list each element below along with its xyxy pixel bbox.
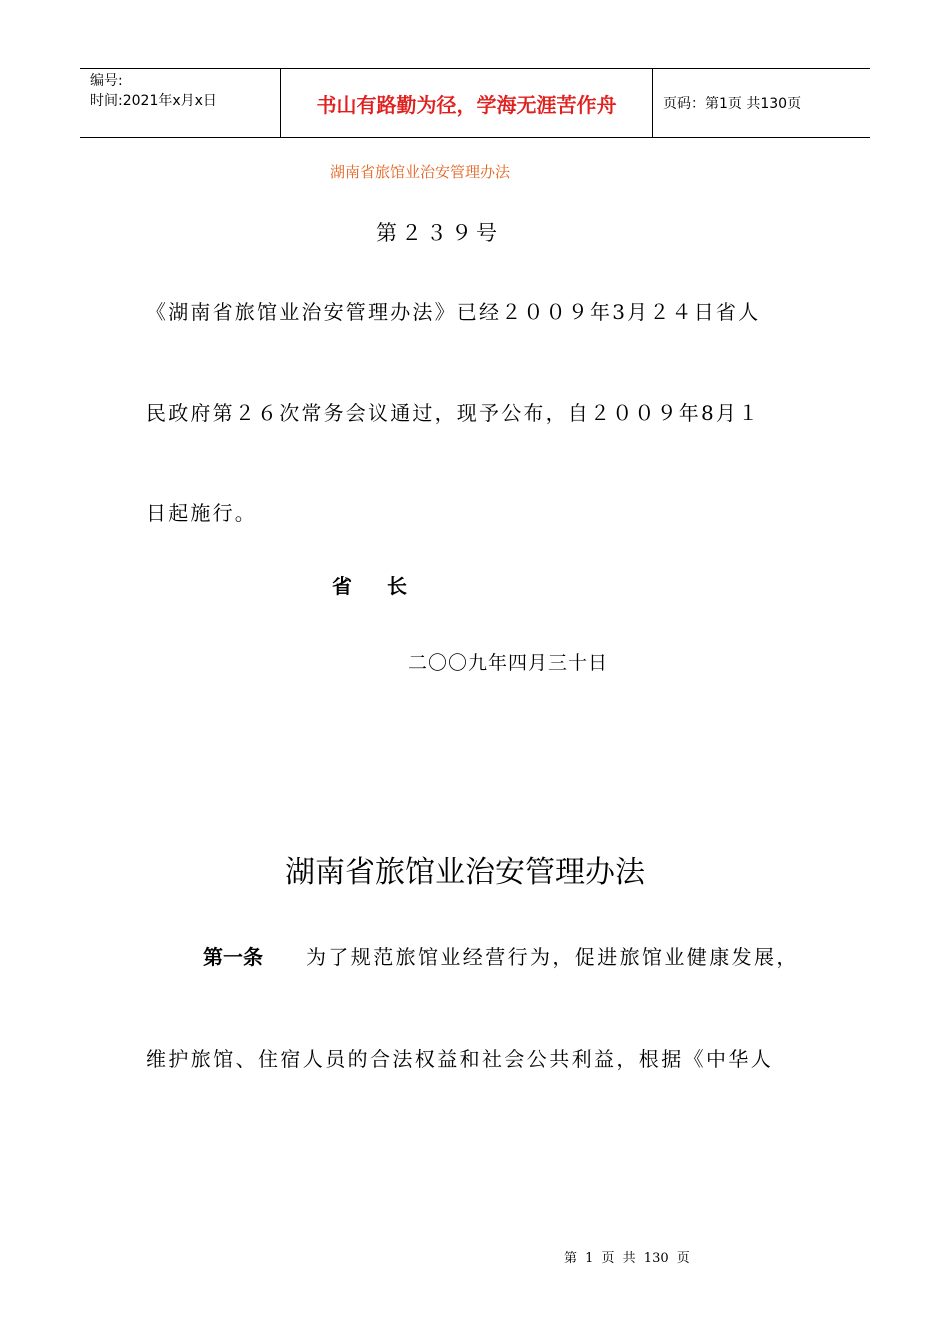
document-title-small: 湖南省旅馆业治安管理办法 (330, 163, 511, 181)
signatory: 省 长 (332, 574, 421, 598)
time-label: 时间:2021年x月x日 (90, 93, 217, 109)
promulgation-line-2: 民政府第２６次常务会议通过，现予公布，自２００９年8月１ (146, 401, 761, 425)
decree-number: 第２３９号 (376, 221, 501, 245)
article-1-line-1: 为了规范旅馆业经营行为，促进旅馆业健康发展， (306, 945, 799, 969)
header-page-info: 页码：第1页 共130页 (663, 96, 802, 112)
header-motto: 书山有路勤为径，学海无涯苦作舟 (280, 69, 653, 137)
document-header (80, 68, 870, 138)
article-1-label: 第一条 (203, 945, 263, 969)
promulgation-line-3: 日起施行。 (146, 501, 257, 525)
article-1-line-2: 维护旅馆、住宿人员的合法权益和社会公共利益，根据《中华人 (146, 1047, 774, 1071)
promulgation-line-1: 《湖南省旅馆业治安管理办法》已经２００９年3月２４日省人 (146, 300, 761, 324)
promulgation-date: 二〇〇九年四月三十日 (408, 652, 609, 674)
footer-page-number: 第 1 页 共 130 页 (564, 1251, 690, 1266)
number-label: 编号: (90, 73, 123, 89)
header-meta (80, 69, 280, 137)
main-title: 湖南省旅馆业治安管理办法 (285, 855, 645, 890)
